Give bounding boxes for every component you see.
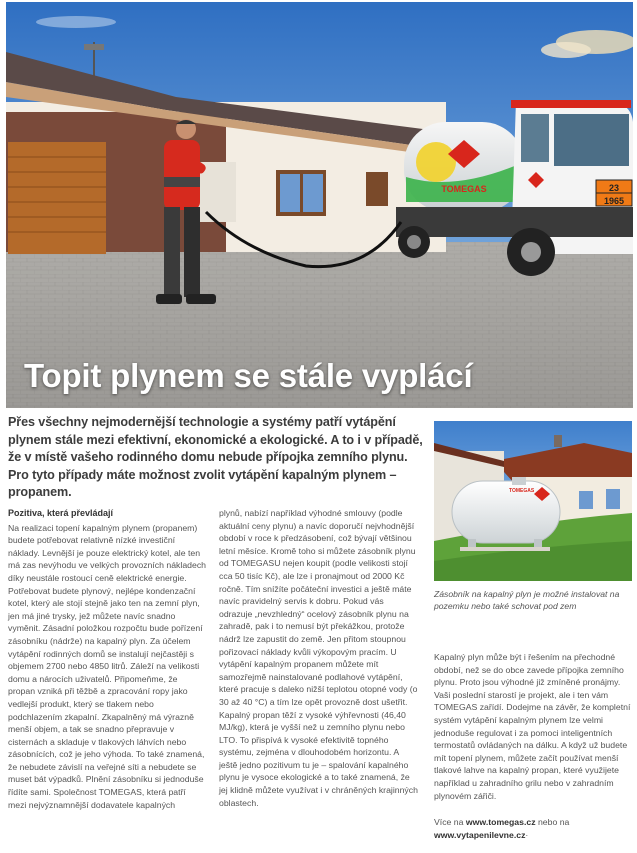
hazard-code-top: 23: [608, 183, 620, 193]
section-subheading: Pozitiva, která převládají: [8, 508, 114, 518]
column-1: [8, 507, 206, 811]
link-vytapenilevne[interactable]: www.vytapenilevne.cz: [434, 829, 526, 840]
tank-brand-label: TOMEGAS: [509, 488, 535, 494]
more-mid: nebo na: [535, 817, 570, 828]
link-tomegas[interactable]: www.tomegas.cz: [465, 817, 536, 828]
tank-photo: [434, 421, 632, 581]
column-1-text: Na realizaci topení kapalným plynem (propanem) budete potřebovat relativně nízké investiční náklady. Levnější je pouze elektrický kotel, ale ten má zas nevýhodu ve velkých provozních nákladech díky neustále rostoucí ceně elektrické energie. Potřebovat budete plynový, nejlépe kondenzační kotel, který ale stojí stejně jako ten na zemní plyn, jen má jiné trysky, jež můžete navíc snadno vyměnit. Zásadní položkou rozpočtu bude pořízení zásobníku (nádrže) na kapalný plyn. Za účelem vytápění rodinných domů se instalují nejčastěji s objemem 2700 nebo 4850 litrů. Záleží na velikosti domu a nárocích uživatelů. Připomeňme, že propan vzniká při těžbě a zpracování ropy jako vedlejší produkt, který se tlakem nebo podchlazením zkapalní. Zkapalněný má výrazně menší objem, a tak se snadno přepravuje v cisternách a skladuje v tlakových láhvích nebo zásobnících, což je jeho výhoda. To také znamená, že nebudete závislí na veřejné síti a nebudete se muset bát výpadků. Plnění zásobníku si jednoduše řídíte sami. Společnost TOMEGAS, která patří mezi nejvýznamnější dodavatele kapalných: [8, 522, 206, 810]
column-3: [434, 651, 632, 841]
more-prefix: Více na: [434, 817, 466, 828]
column-2: [219, 507, 419, 809]
article-lead: Přes všechny nejmodernější technologie a systémy patří vytápění plynem stále mezi efektivní, ekonomické a ekologické. A to i v případě, že v místě vašeho rodinného domu nebude přípojka zemního plynu. Pro tyto případy máte možnost zvolit vytápění kapalným plynem – propanem.: [8, 415, 423, 499]
hero-illustration: [6, 2, 633, 408]
column-2-text: plynů, nabízí například výhodné smlouvy (podle aktuální ceny plynu) a navíc doporučí nejvhodnější období v roce k předzásobení, což bývají většinou letní měsíce. Kromě toho si můžete zásobník plynu od TOMEGASU nejen koupit (podle velikosti stojí cca 50 tisíc Kč), ale lze i pronajmout od 2000 Kč ročně. Tím snížíte počáteční investici a ještě máte navíc pravidelný servis k dobru. Pokud vás odrazuje „nevzhledný“ ocelový zásobník plynu na zahradě, pak i to nemusí být překážkou, protože nádrž lze zapustit do země. Jen přitom stoupnou pořizovací náklady kvůli výkopovým pracím. U vytápění kapalným propanem můžete mít samozřejmě nainstalované podlahové vytápění, které pracuje s daleko nižší teplotou otopné vody (o 30 až 40 °C) a tím lze opět provozně dost ušetřit. Kapalný propan těží z vysoké výhřevnosti (46,40 MJ/kg), která je vyšší než u zemního plynu nebo LTO. To přispívá k vysoké efektivitě topného systému, zejména v dlouhodobém horizontu. A ještě jedno pozitivum tu je – spalování kapalného plynu je vysoce ekologické a to také znamená, že jej klidně můžete využívat i v chráněných krajinných oblastech.: [219, 508, 418, 808]
hero-photo: [6, 2, 633, 408]
hazard-code-bottom: 1965: [603, 196, 625, 206]
tank-illustration: [434, 421, 632, 581]
photo-caption: Zásobník na kapalný plyn je možné instalovat na pozemku nebo také schovat pod zem: [434, 589, 620, 611]
article-title: Topit plynem se stále vyplácí: [24, 357, 473, 394]
link-suffix: ·: [525, 829, 529, 840]
truck-brand-label: TOMEGAS: [441, 184, 487, 194]
column-3-text: Kapalný plyn může být i řešením na přechodné období, než se do obce zavede přípojka zemního plynu. Proto jsou výhodné již zmíněné pronájmy. Vaši poslední starostí je projekt, ale i ten vám TOMEGAS zařídí. Dodejme na závěr, že kompletní systém vytápění kapalným plynem lze velmi jednoduše regulovat i za pomoci inteligentních termostatů ovládaných na dálku. A když už budete mít topení plynem, můžete začít používat menší tlakové lahve na kapalný propan, které využijete například u zahradního grilu nebo v zahradním plynovém zářiči.: [434, 652, 631, 801]
more-info: [434, 816, 632, 841]
